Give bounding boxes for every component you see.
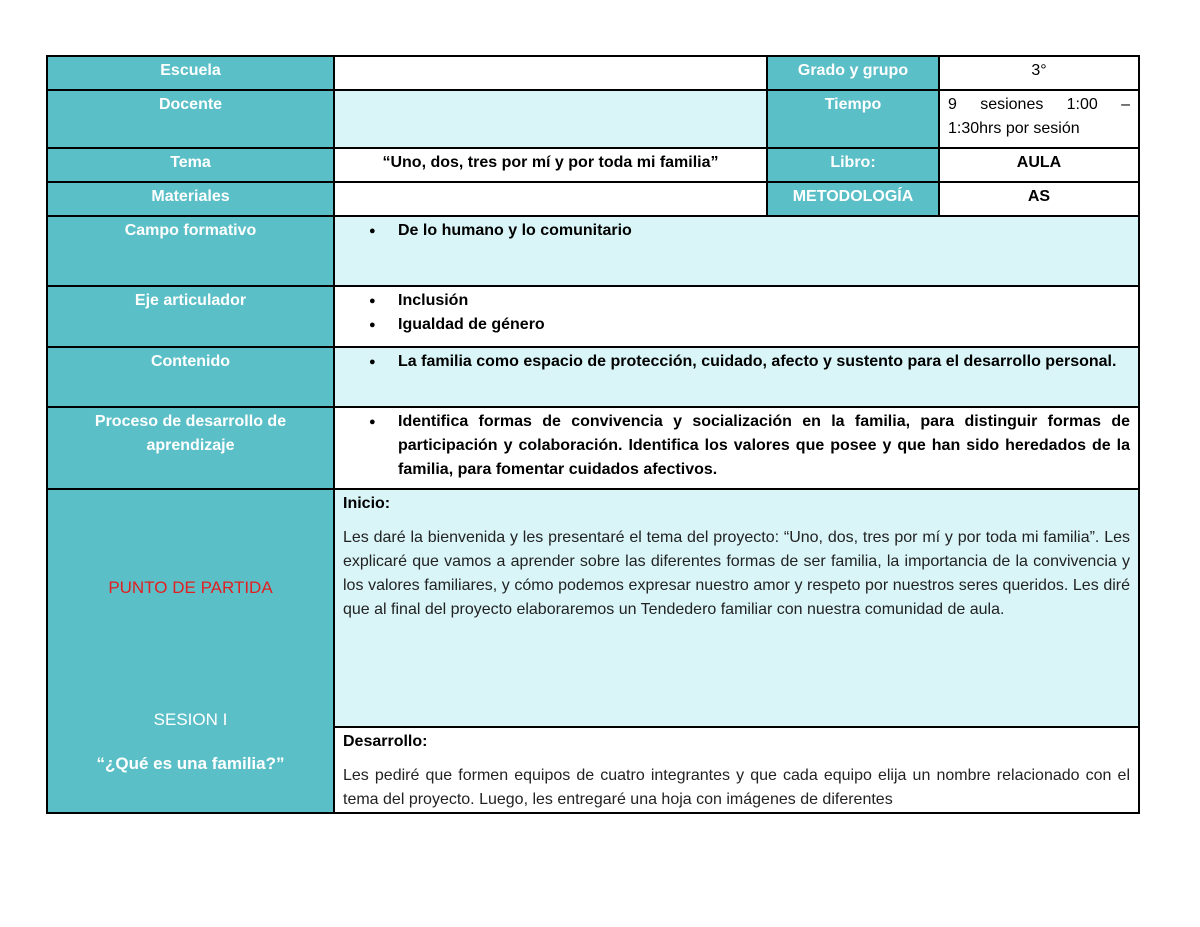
docente-value (334, 90, 767, 148)
inicio-text: Les daré la bienvenida y les presentaré el tema del proyecto: “Uno, dos, tres por mí y por toda mi familia”. Les explicaré que vamos a aprender sobre las diferentes formas de ser familia, la importancia de la convivencia y los valores familiares, y cómo podemos expresar nuestro amor y respeto por nuestros seres queridos. Les diré que al final del proyecto elaboraremos un Tendedero familiar con nuestra comunidad de aula. (343, 529, 1130, 618)
row-eje (47, 286, 1139, 347)
row-docente (47, 90, 1139, 148)
tiempo-value: 9 sesiones 1:00 – 1:30hrs por sesión (939, 90, 1139, 148)
session-question: “¿Qué es una familia?” (96, 754, 285, 773)
docente-label: Docente (47, 90, 334, 148)
row-tema (47, 148, 1139, 182)
materiales-value (334, 182, 767, 216)
libro-label: Libro: (767, 148, 939, 182)
desarrollo-title: Desarrollo: (343, 733, 428, 750)
contenido-value (334, 347, 1139, 407)
materiales-label: Materiales (47, 182, 334, 216)
contenido-label: Contenido (47, 347, 334, 407)
punto-partida-title: PUNTO DE PARTIDA (108, 578, 273, 597)
row-escuela (47, 56, 1139, 90)
desarrollo-cell (334, 727, 1139, 813)
inicio-title: Inicio: (343, 495, 391, 512)
campo-label: Campo formativo (47, 216, 334, 286)
grado-label: Grado y grupo (767, 56, 939, 90)
planning-document (46, 55, 1138, 814)
tema-label: Tema (47, 148, 334, 182)
row-contenido (47, 347, 1139, 407)
proceso-label: Proceso de desarrollo de aprendizaje (47, 407, 334, 489)
grado-value: 3° (939, 56, 1139, 90)
session-label: SESION I (153, 710, 228, 729)
row-proceso (47, 407, 1139, 489)
row-materiales (47, 182, 1139, 216)
eje-value (334, 286, 1139, 347)
planning-table (46, 55, 1140, 814)
desarrollo-text: Les pediré que formen equipos de cuatro integrantes y que cada equipo elija un nombre relacionado con el tema del proyecto. Luego, les entregaré una hoja con imágenes de diferentes (343, 767, 1130, 808)
tiempo-label: Tiempo (767, 90, 939, 148)
row-campo (47, 216, 1139, 286)
campo-value (334, 216, 1139, 286)
proceso-value (334, 407, 1139, 489)
eje-label: Eje articulador (47, 286, 334, 347)
escuela-value (334, 56, 767, 90)
eje-item: ● Inclusión (343, 289, 1130, 313)
inicio-cell (334, 489, 1139, 727)
escuela-label: Escuela (47, 56, 334, 90)
row-inicio (47, 489, 1139, 727)
desarrollo-clip (343, 730, 1130, 810)
campo-item: ● De lo humano y lo comunitario (343, 219, 1130, 243)
metodologia-value: AS (939, 182, 1139, 216)
eje-item: ● Igualdad de género (343, 313, 1130, 337)
punto-partida-cell (47, 489, 334, 813)
contenido-item: ● La familia como espacio de protección, cuidado, afecto y sustento para el desarrollo personal. (343, 350, 1130, 374)
tema-value: “Uno, dos, tres por mí y por toda mi familia” (334, 148, 767, 182)
proceso-item: ● Identifica formas de convivencia y socialización en la familia, para distinguir formas de participación y colaboración. Identifica los valores que posee y que han sido heredados de la familia, para fomentar cuidados afectivos. (343, 410, 1130, 482)
metodologia-label: METODOLOGÍA (767, 182, 939, 216)
libro-value: AULA (939, 148, 1139, 182)
